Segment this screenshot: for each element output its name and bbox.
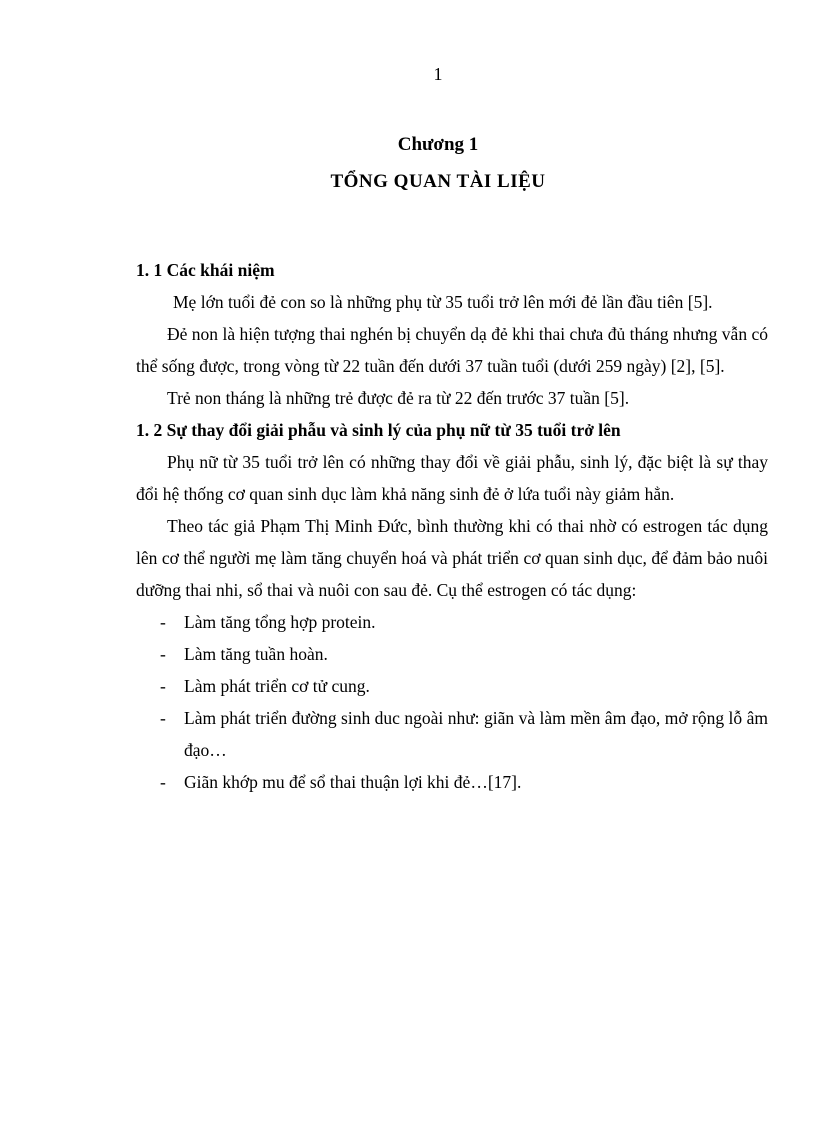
paragraph-anatomy-2: Theo tác giả Phạm Thị Minh Đức, bình thường khi có thai nhờ có estrogen tác dụng lên cơ thể người mẹ làm tăng chuyển hoá và phát triển cơ quan sinh dục, để đảm bảo nuôi dưỡng thai nhi, sổ thai và nuôi con sau đẻ. Cụ thể estrogen có tác dụng: — [136, 516, 768, 600]
list-dash: - — [160, 772, 166, 792]
estrogen-effects-list — [136, 606, 768, 798]
list-item-text: Làm tăng tổng hợp protein. — [184, 612, 376, 632]
paragraph-definition-2: Đẻ non là hiện tượng thai nghén bị chuyển dạ đẻ khi thai chưa đủ tháng nhưng vẫn có thể sống được, trong vòng từ 22 tuần đến dưới 37 tuần tuổi (dưới 259 ngày) [2], [5]. — [136, 324, 768, 376]
list-item-text: Làm phát triển đường sinh duc ngoài như: giãn và làm mền âm đạo, mở rộng lỗ âm đạo… — [184, 708, 768, 760]
list-item — [136, 606, 768, 638]
list-item — [136, 702, 768, 766]
list-dash: - — [160, 708, 166, 728]
section-heading-1: 1. 1 Các khái niệm — [136, 260, 275, 280]
list-dash: - — [160, 644, 166, 664]
document-body — [136, 254, 768, 798]
paragraph-definition-3: Trẻ non tháng là những trẻ được đẻ ra từ 22 đến trước 37 tuần [5]. — [167, 388, 630, 408]
list-item-text: Làm phát triển cơ tử cung. — [184, 676, 370, 696]
list-item — [136, 766, 768, 798]
chapter-label: Chương 1 — [397, 134, 479, 155]
section-heading-2: 1. 2 Sự thay đổi giải phẫu và sinh lý của phụ nữ từ 35 tuổi trở lên — [136, 420, 621, 440]
list-dash: - — [160, 612, 166, 632]
page-number: 1 — [433, 64, 443, 84]
chapter-title: TỔNG QUAN TÀI LIỆU — [330, 171, 546, 192]
list-item-text: Giãn khớp mu để sổ thai thuận lợi khi đẻ…[17]. — [184, 772, 522, 792]
paragraph-definition-1: Mẹ lớn tuổi đẻ con so là những phụ từ 35 tuổi trở lên mới đẻ lần đầu tiên [5]. — [173, 292, 713, 312]
list-item — [136, 670, 768, 702]
list-item-text: Làm tăng tuần hoàn. — [184, 644, 328, 664]
paragraph-anatomy-1: Phụ nữ từ 35 tuổi trở lên có những thay đổi về giải phẫu, sinh lý, đặc biệt là sự thay đổi hệ thống cơ quan sinh dục làm khả năng sinh đẻ ở lứa tuổi này giảm hẳn. — [136, 452, 768, 504]
list-dash: - — [160, 676, 166, 696]
list-item — [136, 638, 768, 670]
